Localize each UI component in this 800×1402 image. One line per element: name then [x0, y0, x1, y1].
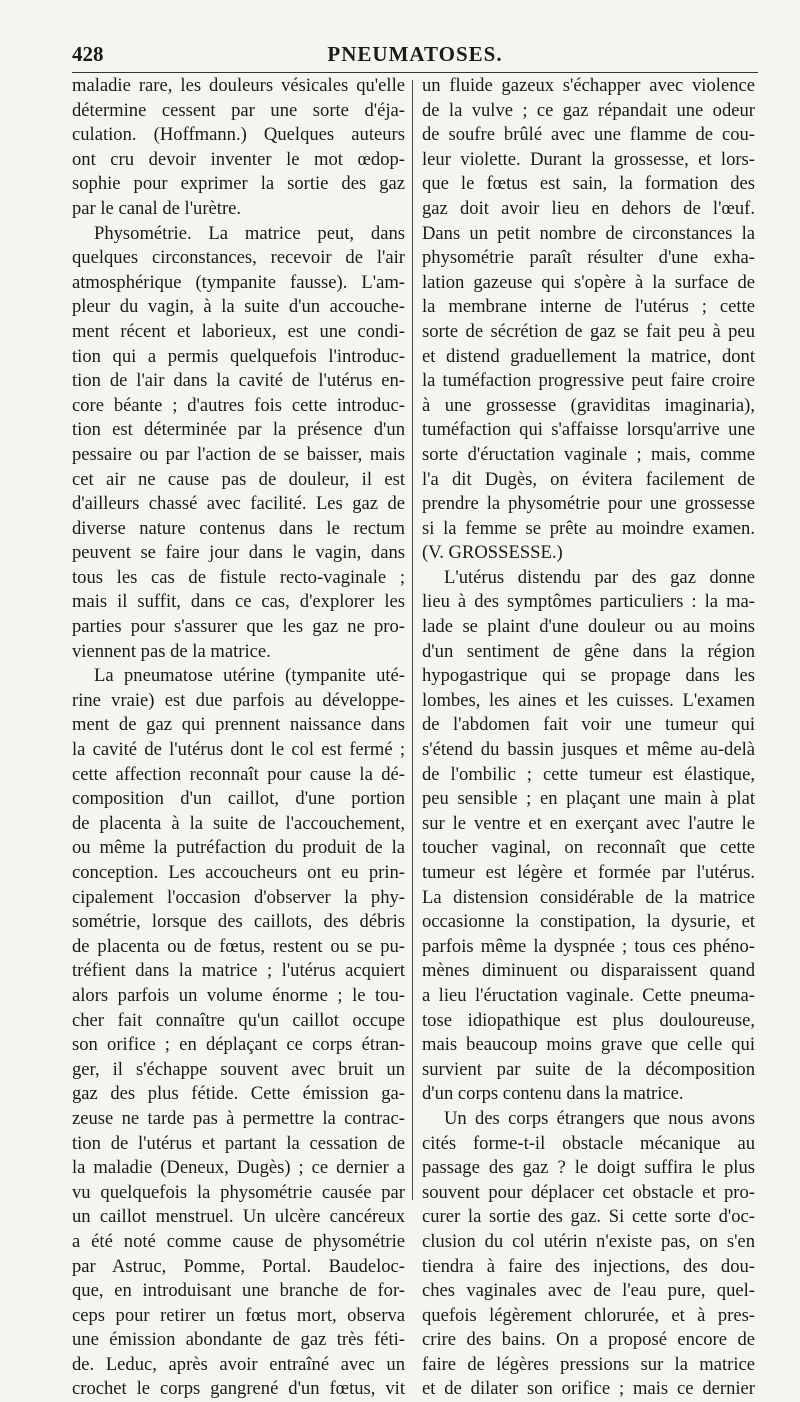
text-line: cipalement l'occasion d'observer la phy-: [72, 886, 405, 908]
text-line: ment récent et laborieux, est une condi-: [72, 320, 405, 342]
text-line: diverse nature contenus dans le rectum: [72, 517, 405, 539]
text-line: d'un sentiment de gêne dans la région: [422, 640, 755, 662]
text-line: gaz des plus fétide. Cette émission ga-: [72, 1083, 405, 1105]
right-column: [422, 74, 755, 1402]
text-line: leur violette. Durant la grossesse, et lors-: [422, 148, 755, 170]
text-line: vu quelquefois la physométrie causée par: [72, 1181, 405, 1203]
text-line: sométrie, lorsque des caillots, des débris: [72, 911, 405, 933]
text-line: quelques circonstances, recevoir de l'air: [72, 247, 405, 269]
text-line: alors parfois un volume énorme ; le tou-: [72, 984, 405, 1006]
text-line: prendre la physométrie pour une grossesse: [422, 493, 755, 515]
text-line: physométrie paraît résulter d'une exha-: [422, 247, 755, 269]
text-line: détermine cessent par une sorte d'éja-: [72, 99, 405, 121]
text-line: sur le ventre et en exerçant avec l'autre le: [422, 812, 755, 834]
text-line: s'étend du bassin jusques et même au-delà: [422, 739, 755, 761]
text-line: que, en introduisant une branche de for-: [72, 1280, 405, 1302]
left-column: [72, 74, 405, 1402]
text-line: de placenta ou de fœtus, restent ou se pu-: [72, 935, 405, 957]
text-line: un caillot menstruel. Un ulcère cancéreux: [72, 1206, 405, 1228]
text-line: pleur du vagin, à la suite d'un accouche-: [72, 296, 405, 318]
text-line: de l'abdomen fait voir une tumeur qui: [422, 714, 755, 736]
text-line: ger, il s'échappe souvent avec bruit un: [72, 1058, 405, 1080]
text-line: a été noté comme cause de physométrie: [72, 1230, 405, 1252]
text-line: tréfient dans la matrice ; l'utérus acquiert: [72, 960, 405, 982]
text-line: tion est déterminée par la présence d'un: [72, 419, 405, 441]
text-line: lade se plaint d'une douleur ou au moins: [422, 616, 755, 638]
text-line: d'ailleurs chassé avec facilité. Les gaz de: [72, 493, 405, 515]
text-line: zeuse ne tarde pas à permettre la contrac-: [72, 1107, 405, 1129]
text-line: que le fœtus est sain, la formation des: [422, 173, 755, 195]
text-line: souvent pour déplacer cet obstacle et pro-: [422, 1181, 755, 1203]
text-line: de. Leduc, après avoir entraîné avec un: [72, 1353, 405, 1375]
text-line: cher fait connaître qu'un caillot occupe: [72, 1009, 405, 1031]
text-line: si la femme se prête au moindre examen.: [422, 517, 755, 539]
text-line: Physométrie. La matrice peut, dans: [94, 222, 405, 244]
text-line: peuvent se faire jour dans le vagin, dans: [72, 542, 405, 564]
page-number: 428: [72, 42, 104, 66]
text-line: et de dilater son orifice ; mais ce dernier: [422, 1378, 755, 1400]
text-line: faire de légères pressions sur la matrice: [422, 1353, 755, 1375]
text-line: culation. (Hoffmann.) Quelques auteurs: [72, 124, 405, 146]
text-line: et distend graduellement la matrice, dont: [422, 345, 755, 367]
text-line: quefois légèrement chlorurée, et à pres-: [422, 1304, 755, 1326]
text-line: hypogastrique qui se propage dans les: [422, 665, 755, 687]
text-line: parfois même la dyspnée ; tous ces phéno-: [422, 935, 755, 957]
text-line: mènes diminuent ou disparaissent quand: [422, 960, 755, 982]
text-line: tion qui a permis quelquefois l'introduc-: [72, 345, 405, 367]
text-line: tiendra à faire des injections, des dou-: [422, 1255, 755, 1277]
text-line: gaz doit avoir lieu en dehors de l'œuf.: [422, 197, 755, 219]
text-line: pessaire ou par l'action de se baisser, mais: [72, 443, 405, 465]
text-line: cet air ne cause pas de douleur, il est: [72, 468, 405, 490]
text-line: La pneumatose utérine (tympanite uté-: [94, 665, 405, 687]
text-line: tous les cas de fistule recto-vaginale ;: [72, 566, 405, 588]
text-line: mais il suffit, dans ce cas, d'explorer les: [72, 591, 405, 613]
text-line: sorte de sécrétion de gaz se fait peu à peu: [422, 320, 755, 342]
text-line: par le canal de l'urètre.: [72, 197, 242, 219]
text-line: par Astruc, Pomme, Portal. Baudeloc-: [72, 1255, 405, 1277]
text-line: ceps pour retirer un fœtus mort, observa: [72, 1304, 405, 1326]
text-line: L'utérus distendu par des gaz donne: [444, 566, 755, 588]
text-line: rine vraie) est due parfois au développe-: [72, 689, 405, 711]
column-divider: [412, 80, 413, 1200]
text-line: la membrane interne de l'utérus ; cette: [422, 296, 755, 318]
text-line: tion de l'air dans la cavité de l'utérus en-: [72, 370, 405, 392]
text-line: mais beaucoup moins grave que celle qui: [422, 1034, 755, 1056]
text-line: d'un corps contenu dans la matrice.: [422, 1083, 684, 1105]
text-line: une émission abondante de gaz très féti-: [72, 1329, 405, 1351]
text-line: crochet le corps gangrené d'un fœtus, vit: [72, 1378, 405, 1400]
text-line: la tuméfaction progressive peut faire croire: [422, 370, 755, 392]
text-line: ont cru devoir inventer le mot œdop-: [72, 148, 405, 170]
text-line: tose idiopathique est plus douloureuse,: [422, 1009, 755, 1031]
text-line: peu sensible ; en plaçant une main à plat: [422, 788, 755, 810]
text-line: Un des corps étrangers que nous avons: [444, 1107, 755, 1129]
text-line: parties pour s'assurer que les gaz ne pro-: [72, 616, 405, 638]
text-line: la cavité de l'utérus dont le col est fermé ;: [72, 739, 405, 761]
text-line: de placenta à la suite de l'accouchement,: [72, 812, 405, 834]
text-line: tuméfaction qui s'affaisse lorsqu'arrive une: [422, 419, 755, 441]
text-line: clusion du col utérin n'existe pas, on s'en: [422, 1230, 755, 1252]
text-line: La distension considérable de la matrice: [422, 886, 755, 908]
text-line: de soufre brûlé avec une flamme de cou-: [422, 124, 755, 146]
running-title: PNEUMATOSES.: [327, 42, 503, 66]
text-line: conception. Les accoucheurs ont eu prin-: [72, 862, 405, 883]
text-line: cités forme-t-il obstacle mécanique au: [422, 1132, 755, 1154]
text-line: toucher vaginal, on reconnaît que cette: [422, 837, 755, 859]
text-line: sorte d'éructation vaginale ; mais, comme: [422, 443, 755, 465]
text-line: crire des bains. On a proposé encore de: [422, 1329, 755, 1351]
text-line: atmosphérique (tympanite fausse). L'am-: [72, 271, 405, 293]
text-line: tion de l'utérus et partant la cessation de: [72, 1132, 405, 1154]
text-line: de la vulve ; ce gaz répandait une odeur: [422, 99, 755, 121]
text-line: (V. GROSSESSE.): [422, 542, 563, 564]
text-line: composition d'un caillot, d'une portion: [72, 788, 405, 810]
text-line: un fluide gazeux s'échapper avec violence: [422, 75, 755, 96]
text-line: Dans un petit nombre de circonstances la: [422, 222, 755, 244]
text-line: passage des gaz ? le doigt suffira le plus: [422, 1157, 755, 1179]
text-line: la maladie (Deneux, Dugès) ; ce dernier a: [72, 1157, 405, 1179]
text-line: lation gazeuse qui s'opère à la surface de: [422, 271, 755, 293]
text-line: ment de gaz qui prennent naissance dans: [72, 714, 405, 736]
text-line: lombes, les aines et les cuisses. L'examen: [422, 689, 755, 711]
text-line: a lieu l'éructation vaginale. Cette pneuma-: [422, 984, 755, 1006]
text-line: son orifice ; en déplaçant ce corps étran-: [72, 1034, 405, 1056]
text-line: viennent pas de la matrice.: [72, 640, 271, 662]
text-line: cette affection reconnaît pour cause la dé-: [72, 763, 405, 785]
text-line: de l'ombilic ; cette tumeur est élastique,: [422, 763, 755, 785]
text-line: sophie pour exprimer la sortie des gaz: [72, 173, 405, 195]
page-header: [72, 42, 758, 72]
text-line: occasionne la constipation, la dysurie, et: [422, 911, 755, 933]
text-line: lieu à des symptômes particuliers : la ma-: [422, 591, 755, 613]
header-rule: [72, 72, 758, 73]
text-line: maladie rare, les douleurs vésicales qu'elle: [72, 75, 405, 96]
text-line: tumeur est légère et formée par l'utérus.: [422, 862, 755, 883]
text-line: à une grossesse (graviditas imaginaria),: [422, 394, 755, 416]
text-line: ou même la putréfaction du produit de la: [72, 837, 405, 859]
text-line: curer la sortie des gaz. Si cette sorte d'oc-: [422, 1206, 755, 1228]
text-line: core béante ; d'autres fois cette introduc-: [72, 394, 405, 416]
text-line: ches vaginales avec de l'eau pure, quel-: [422, 1280, 755, 1302]
text-line: l'a dit Dugès, on évitera facilement de: [422, 468, 755, 490]
text-line: survient par suite de la décomposition: [422, 1058, 755, 1080]
